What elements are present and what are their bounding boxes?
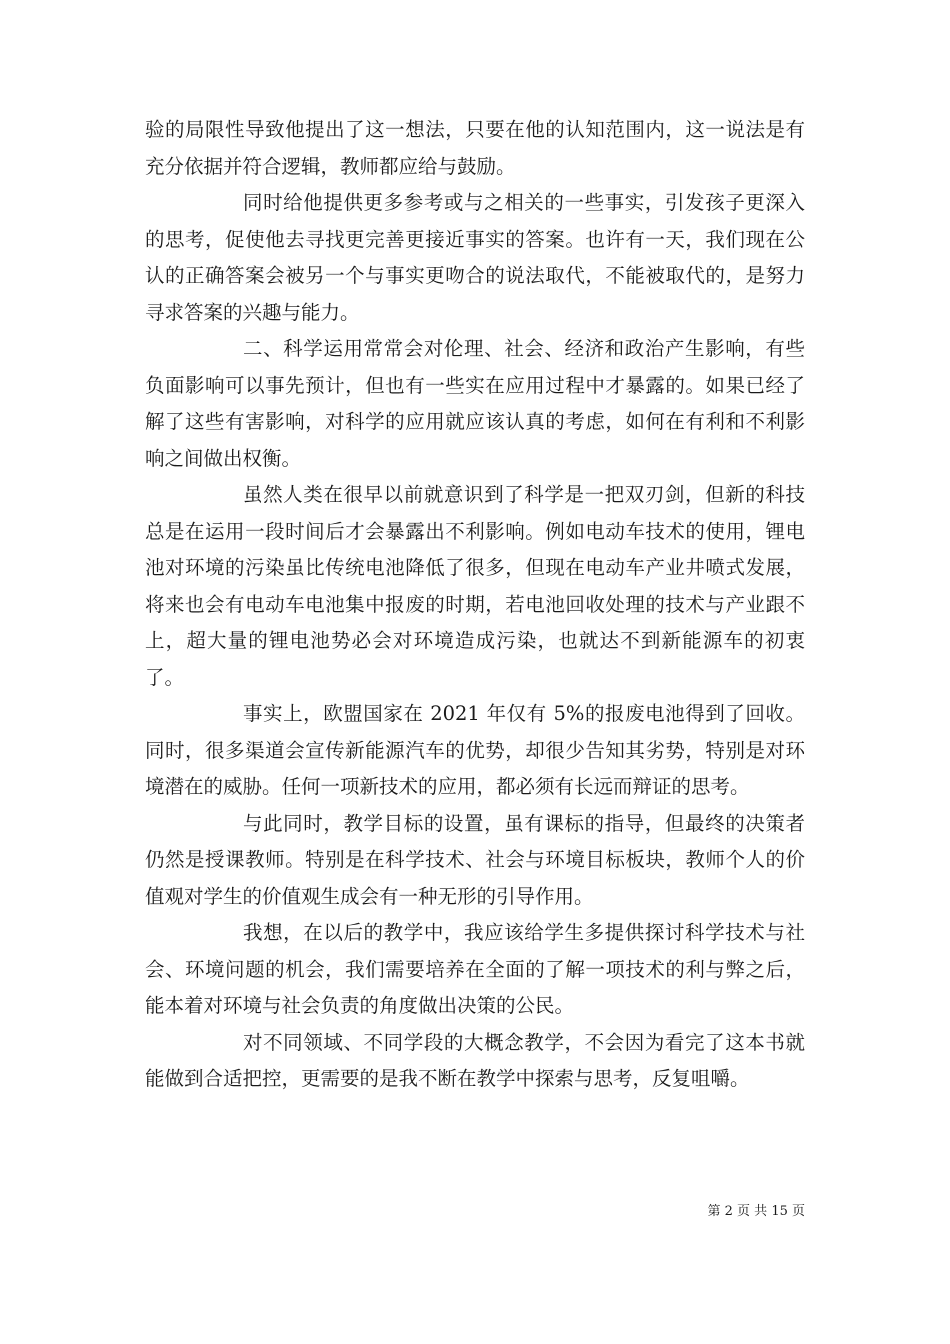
paragraph-4: 虽然人类在很早以前就意识到了科学是一把双刃剑，但新的科技总是在运用一段时间后才会暴露出不利影响。例如电动车技术的使用，锂电池对环境的污染虽比传统电池降低了很多，但现在电动车产业井喷式发展，将来也会有电动车电池集中报废的时期，若电池回收处理的技术与产业跟不上，超大量的锂电池势必会对环境造成污染，也就达不到新能源车的初衷了。 bbox=[145, 483, 805, 689]
paragraph-3: 二、科学运用常常会对伦理、社会、经济和政治产生影响，有些负面影响可以事先预计，但也有一些实在应用过程中才暴露的。如果已经了解了这些有害影响，对科学的应用就应该认真的考虑，如何在有利和不利影响之间做出权衡。 bbox=[145, 337, 805, 470]
paragraph-1: 验的局限性导致他提出了这一想法，只要在他的认知范围内，这一说法是有充分依据并符合逻辑，教师都应给与鼓励。 bbox=[145, 118, 805, 178]
page-number-footer: 第 2 页 共 15 页 bbox=[707, 1204, 805, 1219]
document-body bbox=[145, 112, 805, 1098]
paragraph-2: 同时给他提供更多参考或与之相关的一些事实，引发孩子更深入的思考，促使他去寻找更完善更接近事实的答案。也许有一天，我们现在公认的正确答案会被另一个与事实更吻合的说法取代，不能被取代的，是努力寻求答案的兴趣与能力。 bbox=[145, 191, 805, 324]
paragraph-5: 事实上，欧盟国家在 2021 年仅有 5%的报废电池得到了回收。同时，很多渠道会宣传新能源汽车的优势，却很少告知其劣势，特别是对环境潜在的威胁。任何一项新技术的应用，都必须有长远而辩证的思考。 bbox=[145, 702, 805, 798]
paragraph-6: 与此同时，教学目标的设置，虽有课标的指导，但最终的决策者仍然是授课教师。特别是在科学技术、社会与环境目标板块，教师个人的价值观对学生的价值观生成会有一种无形的引导作用。 bbox=[145, 811, 805, 908]
paragraph-8: 对不同领域、不同学段的大概念教学，不会因为看完了这本书就能做到合适把控，更需要的是我不断在教学中探索与思考，反复咀嚼。 bbox=[145, 1030, 805, 1090]
paragraph-7: 我想，在以后的教学中，我应该给学生多提供探讨科学技术与社会、环境问题的机会，我们需要培养在全面的了解一项技术的利与弊之后，能本着对环境与社会负责的角度做出决策的公民。 bbox=[145, 921, 805, 1017]
